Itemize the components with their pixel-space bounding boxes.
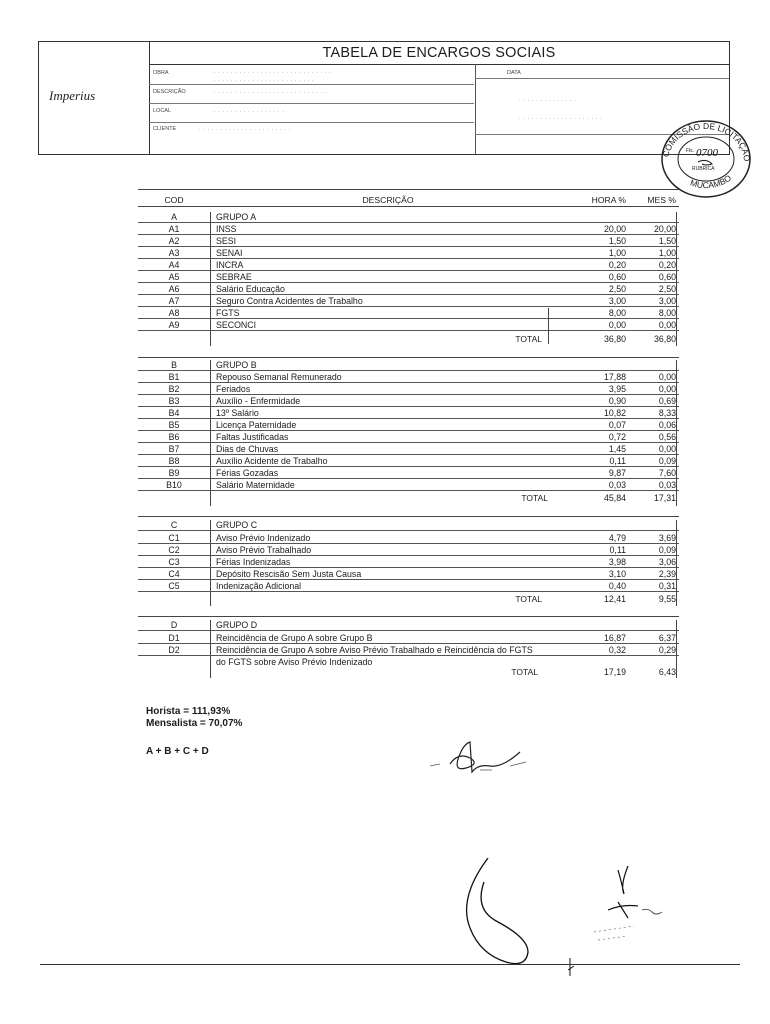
row-desc: Feriados: [216, 384, 251, 394]
table-row: [138, 284, 679, 295]
footer-rule: [40, 964, 730, 965]
table-row: [138, 308, 679, 319]
faint-text: · · · · · · · · · · · · · · · · · · · · · ·: [199, 127, 291, 133]
row-desc: Auxílio - Enfermidade: [216, 396, 301, 406]
row-cod: B9: [168, 468, 180, 478]
row-hora: 0,20: [608, 260, 626, 270]
row-cod: B6: [168, 432, 180, 442]
row-hora: 3,98: [608, 557, 626, 567]
total-label: TOTAL: [511, 667, 538, 677]
row-hora: 0,90: [608, 396, 626, 406]
table-row: [138, 468, 679, 479]
table-row: [138, 533, 679, 544]
table-row: [138, 384, 679, 395]
row-mes: 0,00: [658, 444, 676, 454]
row-mes: 1,50: [658, 236, 676, 246]
table-row: [138, 569, 679, 580]
row-mes: 8,00: [658, 308, 676, 318]
row-hora: 3,00: [608, 296, 626, 306]
total-hora: 17,19: [603, 667, 626, 677]
row-desc: Licença Paternidade: [216, 420, 297, 430]
row-cod: C1: [168, 533, 180, 543]
total-row: [138, 667, 679, 677]
table-row: [138, 620, 679, 631]
row-desc: GRUPO B: [216, 360, 257, 370]
row-desc: SECONCI: [216, 320, 257, 330]
table-row: [138, 408, 679, 419]
total-mes: 17,31: [653, 493, 676, 503]
col-cod: COD: [164, 195, 184, 205]
table-row: [138, 372, 679, 383]
col-hora: HORA %: [591, 195, 626, 205]
table-row: [138, 248, 679, 259]
row-desc: Salário Educação: [216, 284, 285, 294]
row-hora: 0,11: [609, 545, 626, 555]
faint-text: · · · · · · · · · · · · · · · · · · · · · · · · · · ·: [214, 90, 327, 96]
total-mes: 6,43: [658, 667, 676, 677]
row-desc: Salário Maternidade: [216, 480, 295, 490]
stamp-top-text: COMISSÃO DE LICITAÇÃO: [660, 120, 753, 162]
footer-rule: [700, 964, 740, 965]
row-cod: C5: [168, 581, 180, 591]
row-hora: 17,88: [603, 372, 626, 382]
row-mes: 3,06: [658, 557, 676, 567]
row-desc: Faltas Justificadas: [216, 432, 289, 442]
row-mes: 0,06: [658, 420, 676, 430]
row-cod: C2: [168, 545, 180, 555]
total-mes: 9,55: [658, 594, 676, 604]
divider: [149, 122, 474, 123]
table-row: [138, 633, 679, 644]
row-cod: A2: [168, 236, 180, 246]
row-cod: A: [171, 212, 177, 222]
row-mes: 0,29: [658, 645, 676, 655]
row-desc: SENAI: [216, 248, 243, 258]
row-mes: 0,09: [658, 456, 676, 466]
table-row: [138, 212, 679, 223]
table-row: [138, 320, 679, 331]
faint-text: · · · · · · · · · · · · · · · · ·: [214, 109, 285, 115]
row-mes: 3,00: [658, 296, 676, 306]
row-desc: INCRA: [216, 260, 244, 270]
row-mes: 2,39: [658, 569, 676, 579]
row-hora: 9,87: [608, 468, 626, 478]
group-b-table: [138, 360, 679, 506]
row-cod: B3: [168, 396, 180, 406]
row-hora: 16,87: [603, 633, 626, 643]
row-hora: 1,45: [608, 444, 626, 454]
row-desc: Indenização Adicional: [216, 581, 302, 591]
table-row: [138, 360, 679, 371]
total-row: [138, 594, 679, 604]
faint-text: · · · · · · · · · · · · · · · · · · · · · · · · · · · ·: [214, 70, 332, 76]
stamp-bottom-text: MUCAMBO: [689, 172, 734, 191]
divider: [149, 84, 474, 85]
row-mes: 0,00: [658, 320, 676, 330]
group-c-table: [138, 520, 679, 606]
table-row: [138, 657, 679, 667]
table-row: [138, 456, 679, 467]
table-row: [138, 432, 679, 443]
row-hora: 3,10: [608, 569, 626, 579]
row-mes: 0,56: [658, 432, 676, 442]
row-desc: Aviso Prévio Indenizado: [216, 533, 311, 543]
row-hora: 0,32: [608, 645, 626, 655]
document-title: TABELA DE ENCARGOS SOCIAIS: [149, 42, 729, 65]
row-cod: B10: [166, 480, 182, 490]
row-mes: 2,50: [658, 284, 676, 294]
col-mes: MES %: [647, 195, 676, 205]
row-mes: 20,00: [653, 224, 676, 234]
row-desc: Repouso Semanal Remunerado: [216, 372, 342, 382]
row-desc: SEBRAE: [216, 272, 252, 282]
row-desc: Reincidência de Grupo A sobre Aviso Prévio Trabalhado e Reincidência do FGTS: [216, 645, 533, 655]
row-hora: 2,50: [608, 284, 626, 294]
row-cod: A1: [168, 224, 180, 234]
row-hora: 1,50: [608, 236, 626, 246]
row-mes: 1,00: [658, 248, 676, 258]
row-desc: Reincidência de Grupo A sobre Grupo B: [216, 633, 373, 643]
row-hora: 0,72: [608, 432, 626, 442]
table-row: [138, 557, 679, 568]
row-mes: 0,69: [658, 396, 676, 406]
row-mes: 0,31: [658, 581, 676, 591]
table-row: [138, 444, 679, 455]
row-cod: B2: [168, 384, 180, 394]
total-hora: 36,80: [603, 334, 626, 344]
row-cod: B: [171, 360, 177, 370]
total-row: [138, 493, 679, 503]
row-hora: 0,11: [609, 456, 626, 466]
row-desc: GRUPO C: [216, 520, 258, 530]
date-label: DATA: [507, 70, 521, 76]
row-desc: Seguro Contra Acidentes de Trabalho: [216, 296, 363, 306]
faint-text: · · · · · · · · · · · · · ·: [519, 98, 577, 104]
row-cod: A3: [168, 248, 180, 258]
row-hora: 0,03: [608, 480, 626, 490]
row-desc: Dias de Chuvas: [216, 444, 279, 454]
local-label: LOCAL: [153, 108, 172, 114]
row-hora: 0,40: [608, 581, 626, 591]
row-hora: 0,60: [608, 272, 626, 282]
row-desc: GRUPO D: [216, 620, 258, 630]
total-label: TOTAL: [515, 334, 542, 344]
row-mes: 8,33: [658, 408, 676, 418]
stamp-rubric: RUBRICA: [692, 166, 715, 172]
table-row: [138, 236, 679, 247]
divider: [475, 78, 729, 79]
row-cod: A8: [168, 308, 180, 318]
table-row: [138, 296, 679, 307]
row-desc: Depósito Rescisão Sem Justa Causa: [216, 569, 362, 579]
row-cod: A7: [168, 296, 180, 306]
row-cod: A5: [168, 272, 180, 282]
row-hora: 20,00: [603, 224, 626, 234]
total-hora: 45,84: [603, 493, 626, 503]
row-hora: 4,79: [608, 533, 626, 543]
table-row: [138, 520, 679, 531]
row-cod: A6: [168, 284, 180, 294]
table-header: [138, 195, 679, 206]
row-desc: SESI: [216, 236, 237, 246]
row-cod: B5: [168, 420, 180, 430]
row-cod: C: [170, 520, 178, 530]
row-cod: B1: [168, 372, 180, 382]
row-mes: 0,60: [658, 272, 676, 282]
table-row: [138, 581, 679, 592]
row-desc: INSS: [216, 224, 237, 234]
row-mes: 0,03: [658, 480, 676, 490]
row-cod: B7: [168, 444, 180, 454]
row-cod: A9: [168, 320, 180, 330]
logo-cell: [39, 42, 150, 154]
group-d-table: [138, 620, 679, 678]
row-desc: Férias Gozadas: [216, 468, 279, 478]
stamp-rubric-signature: [698, 160, 712, 165]
row-hora: 0,00: [608, 320, 626, 330]
row-mes: 0,20: [658, 260, 676, 270]
table-row: [138, 545, 679, 556]
row-desc: do FGTS sobre Aviso Prévio Indenizado: [216, 657, 373, 667]
row-cod: C3: [168, 557, 180, 567]
row-mes: 6,37: [658, 633, 676, 643]
row-mes: 0,00: [658, 384, 676, 394]
document-header: [38, 41, 730, 155]
row-cod: D1: [168, 633, 180, 643]
row-desc: GRUPO A: [216, 212, 257, 222]
row-cod: A4: [168, 260, 180, 270]
row-desc: FGTS: [216, 308, 240, 318]
col-descricao: DESCRIÇÃO: [362, 195, 414, 205]
row-mes: 0,09: [658, 545, 676, 555]
licitacao-stamp: [658, 118, 754, 200]
total-label: TOTAL: [515, 594, 542, 604]
signature-initials: [420, 726, 560, 776]
descricao-label: DESCRIÇÃO: [153, 89, 186, 95]
row-hora: 10,82: [603, 408, 626, 418]
table-row: [138, 272, 679, 283]
row-hora: 1,00: [608, 248, 626, 258]
table-row: [138, 645, 679, 656]
cliente-label: CLIENTE: [153, 126, 177, 132]
row-hora: 8,00: [608, 308, 626, 318]
summary-block: [146, 706, 242, 730]
divider: [149, 103, 474, 104]
table-row: [138, 396, 679, 407]
horista-text: Horista = 111,93%: [146, 706, 231, 717]
table-row: [138, 224, 679, 235]
row-cod: D2: [168, 645, 180, 655]
row-cod: B8: [168, 456, 180, 466]
stamp-sheet-label: Fls.: [686, 148, 695, 154]
total-mes: 36,80: [653, 334, 676, 344]
formula-text: A + B + C + D: [146, 746, 209, 757]
table-row: [138, 260, 679, 271]
stamp-sheet-value: 0700: [696, 147, 718, 159]
row-hora: 0,07: [608, 420, 626, 430]
total-hora: 12,41: [603, 594, 626, 604]
row-desc: Auxílio Acidente de Trabalho: [216, 456, 328, 466]
row-cod: B4: [168, 408, 180, 418]
row-cod: D: [170, 620, 178, 630]
row-hora: 3,95: [608, 384, 626, 394]
mensalista-text: Mensalista = 70,07%: [146, 718, 243, 729]
faint-text: · · · · · · · · · · · · · · · · · · · ·: [519, 116, 603, 122]
company-logo: Imperius: [49, 88, 96, 103]
group-a-table: [138, 212, 679, 346]
signature-main: [458, 858, 688, 978]
row-mes: 3,69: [658, 533, 676, 543]
faint-text: · · · · · · · · · · · · · · · · · · · · · · · ·: [214, 78, 315, 84]
table-row: [138, 480, 679, 491]
row-desc: 13º Salário: [216, 408, 259, 418]
row-desc: Aviso Prévio Trabalhado: [216, 545, 312, 555]
table-row: [138, 420, 679, 431]
total-label: TOTAL: [521, 493, 548, 503]
obra-label: OBRA: [153, 70, 169, 76]
total-row: [138, 334, 679, 344]
row-mes: 7,60: [658, 468, 676, 478]
row-cod: C4: [168, 569, 180, 579]
row-mes: 0,00: [658, 372, 676, 382]
row-desc: Férias Indenizadas: [216, 557, 291, 567]
